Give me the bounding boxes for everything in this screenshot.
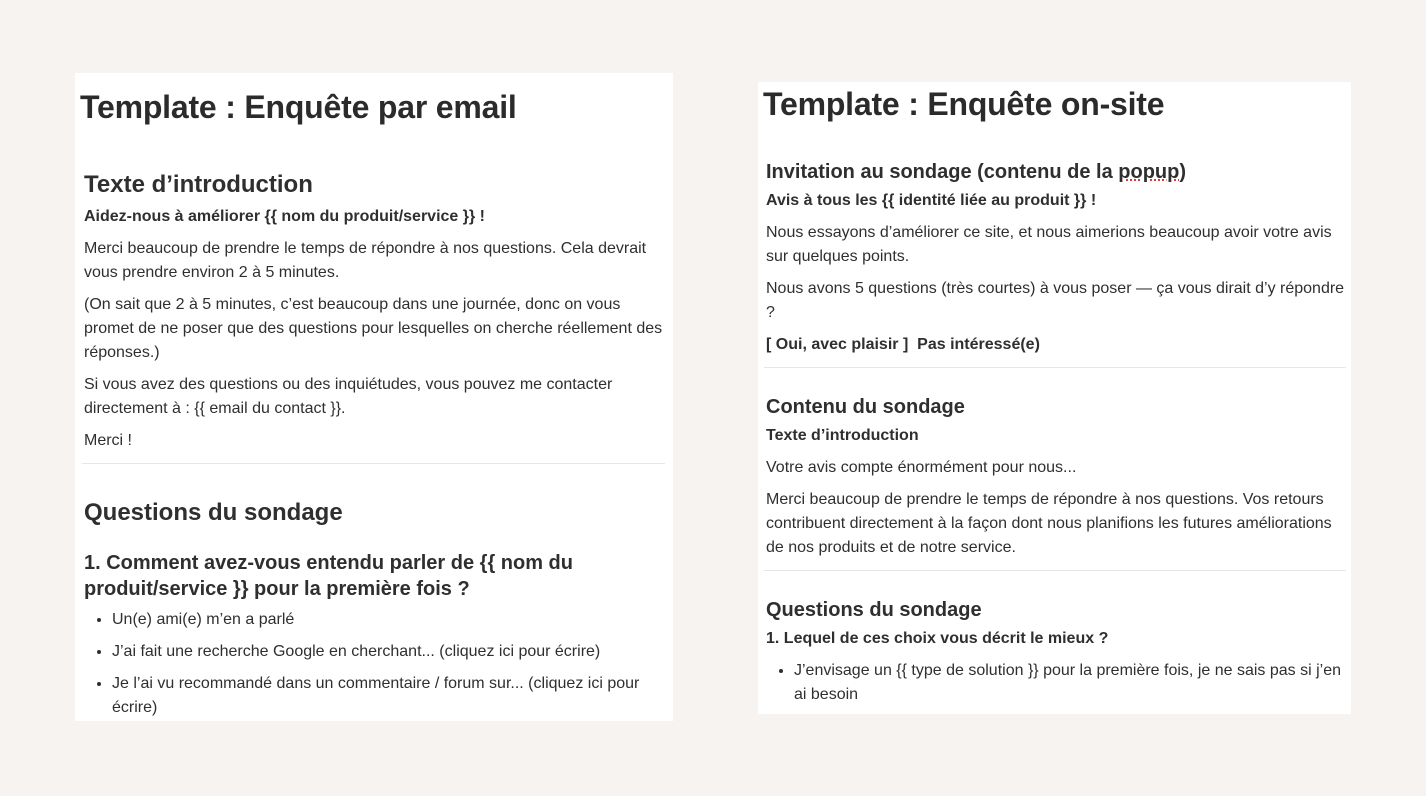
list-item: • Un(e) ami(e) m’en a parlé xyxy=(112,608,665,632)
invitation-heading xyxy=(766,159,1346,185)
list-item: • J’ai fait une recherche Google en cherchant... (cliquez ici pour écrire) xyxy=(112,640,665,664)
intro-heading: Texte d’introduction xyxy=(84,171,313,198)
email-survey-template-card xyxy=(75,73,673,721)
invitation-bold-line: Avis à tous les {{ identité liée au produit }} ! xyxy=(766,192,1097,209)
intro-paragraph-2: (On sait que 2 à 5 minutes, c’est beaucoup dans une journée, donc on vous promet de ne poser que des questions pour lesquelles on cherche réellement des réponses.) xyxy=(84,296,663,361)
invitation-heading-text: Invitation au sondage (contenu de la xyxy=(766,161,1119,183)
content-intro-label: Texte d’introduction xyxy=(766,427,919,444)
decline-button[interactable]: Pas intéressé(e) xyxy=(917,336,1040,353)
section-divider xyxy=(82,463,665,464)
question-1: 1. Lequel de ces choix vous décrit le mieux ? xyxy=(766,630,1109,647)
section-divider xyxy=(764,367,1346,368)
invitation-paragraph-2: Nous avons 5 questions (très courtes) à vous poser — ça vous dirait d’y répondre ? xyxy=(766,280,1345,321)
intro-paragraph-3: Si vous avez des questions ou des inquiétudes, vous pouvez me contacter directement à : {{ email du contact }}. xyxy=(84,376,613,417)
invitation-cta-row xyxy=(766,333,1346,357)
section-divider xyxy=(764,570,1346,571)
intro-paragraph-1: Merci beaucoup de prendre le temps de répondre à nos questions. Cela devrait vous prendre environ 2 à 5 minutes. xyxy=(84,240,647,281)
page-title: Template : Enquête on-site xyxy=(763,86,1165,122)
intro-bold-line: Aidez-nous à améliorer {{ nom du produit/service }} ! xyxy=(84,208,485,225)
invitation-heading-word: popup xyxy=(1118,161,1180,183)
content-paragraph-1: Votre avis compte énormément pour nous... xyxy=(766,459,1077,476)
question-1-options xyxy=(84,608,665,720)
content-paragraph-2: Merci beaucoup de prendre le temps de répondre à nos questions. Vos retours contribuent directement à la façon dont nous planifions les futures améliorations de nos produits et de notre service. xyxy=(766,491,1332,556)
onsite-survey-template-card xyxy=(758,82,1351,714)
list-item: • Je l’ai vu recommandé dans un commentaire / forum sur... (cliquez ici pour écrire) xyxy=(112,672,665,720)
page-title: Template : Enquête par email xyxy=(80,89,517,125)
question-1-options xyxy=(766,659,1346,707)
invitation-heading-close: ) xyxy=(1179,161,1187,183)
list-item: • J’envisage un {{ type de solution }} pour la première fois, je ne sais pas si j’en ai besoin xyxy=(794,659,1346,707)
content-heading: Contenu du sondage xyxy=(766,396,965,418)
questions-heading: Questions du sondage xyxy=(766,599,982,621)
questions-heading: Questions du sondage xyxy=(84,499,343,526)
question-1: 1. Comment avez-vous entendu parler de {{ nom du produit/service }} pour la première fois ? xyxy=(84,552,573,600)
invitation-paragraph-1: Nous essayons d’améliorer ce site, et nous aimerions beaucoup avoir votre avis sur quelques points. xyxy=(766,224,1332,265)
intro-paragraph-4: Merci ! xyxy=(84,432,132,449)
accept-button[interactable]: [ Oui, avec plaisir ] xyxy=(766,336,909,353)
